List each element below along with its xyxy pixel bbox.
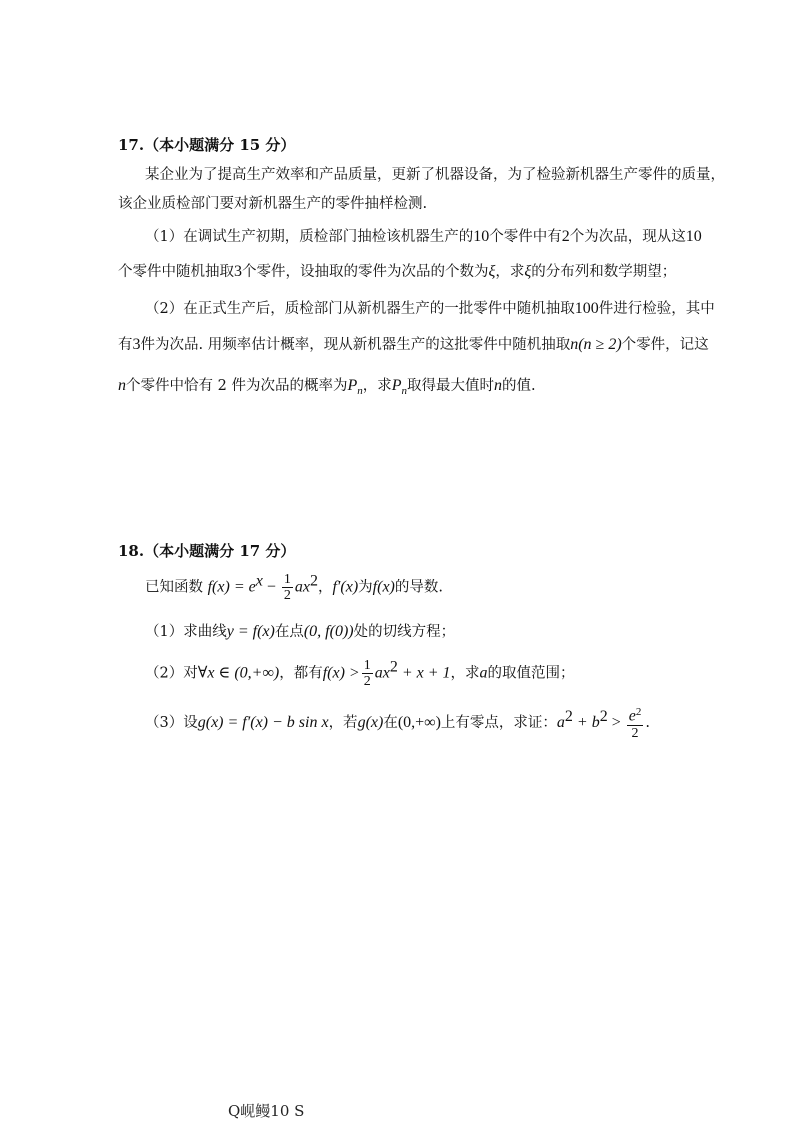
sup: x <box>255 572 263 590</box>
num: 1 <box>363 658 371 673</box>
q18-part1 <box>145 620 455 641</box>
number: 10 <box>685 228 702 245</box>
p: P <box>391 377 402 394</box>
text: 个零件中恰有 2 件为次品的概率为 <box>126 378 348 394</box>
xi-symbol: ξ <box>488 263 496 280</box>
text: （3）设 <box>145 714 198 731</box>
text: 个零件中随机抽取 <box>118 264 234 280</box>
sub: n <box>357 385 363 398</box>
math: g(x) = f′(x) − b sin x <box>197 713 329 731</box>
den: 2 <box>631 725 639 741</box>
text: 件进行检验，其中 <box>598 301 715 317</box>
q18-title: 18.（本小题满分 17 分） <box>118 542 296 560</box>
text: ，求 <box>495 264 525 280</box>
number: 2 <box>561 228 570 245</box>
q18-intro <box>145 572 443 603</box>
page-footer: Q岘鳗10 S <box>228 1102 305 1120</box>
fraction-half <box>282 572 293 603</box>
math: + x + 1 <box>397 664 451 682</box>
math: g(x) <box>357 713 384 731</box>
text: 在点 <box>274 624 304 640</box>
text: 个零件中有 <box>489 229 562 245</box>
fraction-e2-over-2 <box>627 705 644 741</box>
den: 2 <box>363 674 371 689</box>
text: 件为次品. 用频率估计概率，现从新机器生产的这批零件中随机抽取 <box>140 337 571 353</box>
text: 个为次品，现从这 <box>569 229 686 245</box>
number: 10 <box>473 228 490 245</box>
text: 在 <box>383 714 398 731</box>
math: f(x) > <box>322 664 360 682</box>
math-n: n <box>494 377 503 394</box>
q17-intro-line2: 该企业质检部门要对新机器生产的零件抽样检测. <box>118 196 428 212</box>
math-n: n <box>118 377 126 394</box>
q17-part1-line1 <box>145 225 702 246</box>
text: （2）在正式生产后，质检部门从新机器生产的一批零件中随机抽取 <box>145 301 575 317</box>
number: 3 <box>234 263 242 280</box>
num: 1 <box>283 572 291 587</box>
math: f′(x) <box>332 578 359 596</box>
math: a <box>479 664 488 682</box>
math: ax <box>294 578 310 596</box>
text: ， <box>317 579 333 596</box>
math: + b <box>572 713 600 731</box>
math: ax <box>374 664 390 682</box>
text: 的导数. <box>394 579 443 596</box>
num <box>627 705 644 726</box>
p: P <box>347 377 358 394</box>
number: 3 <box>132 336 141 353</box>
math: > <box>607 713 625 731</box>
sup: 2 <box>635 706 642 718</box>
text: ，若 <box>328 714 358 731</box>
math-pn <box>347 377 363 398</box>
text: 上有零点，求证： <box>440 714 557 731</box>
q18-part2 <box>145 658 575 689</box>
math: (0, f(0)) <box>303 623 354 640</box>
math: f(x) = e <box>207 578 256 596</box>
sup: 2 <box>309 572 318 590</box>
text: 个零件，设抽取的零件为次品的个数为 <box>242 264 489 280</box>
q17-title: 17.（本小题满分 15 分） <box>118 136 296 154</box>
math: y = f(x) <box>226 623 275 640</box>
math-pn <box>391 377 408 398</box>
text: （2）对 <box>145 665 198 682</box>
text: 的值. <box>502 378 536 394</box>
math: f(x) <box>372 578 395 596</box>
text: 有 <box>118 337 133 353</box>
sub: n <box>401 385 408 398</box>
e: e <box>628 707 636 725</box>
text: 的分布列和数学期望； <box>531 264 677 280</box>
text: ，求 <box>362 378 392 394</box>
q17-part2-line1 <box>145 297 715 318</box>
math: a <box>556 713 565 731</box>
math: (0,+∞) <box>397 713 441 731</box>
q17-part2-line2 <box>118 333 709 354</box>
q18-part3 <box>145 705 650 741</box>
text: ，都有 <box>279 665 323 682</box>
math-n: n(n ≥ 2) <box>570 336 622 353</box>
text: 个零件，记这 <box>621 337 709 353</box>
fraction-half <box>362 658 373 689</box>
sup: 2 <box>389 658 398 676</box>
text: （1）在调试生产初期，质检部门抽检该机器生产的 <box>145 229 474 245</box>
text: （1）求曲线 <box>145 624 227 640</box>
text: 已知函数 <box>145 579 203 596</box>
sup: 2 <box>564 708 573 725</box>
text: ，求 <box>450 665 480 682</box>
math: ∀x ∈ (0,+∞) <box>197 664 280 682</box>
q17-part1-line2 <box>118 260 676 281</box>
text: 处的切线方程； <box>353 624 456 640</box>
math: − <box>262 578 280 596</box>
q17-part2-line3 <box>118 374 536 397</box>
text: . <box>645 714 650 731</box>
text: 的取值范围； <box>487 665 575 682</box>
text: 取得最大值时 <box>407 378 495 394</box>
xi-symbol: ξ <box>524 263 532 280</box>
number: 100 <box>574 300 599 317</box>
text: 为 <box>358 579 373 596</box>
den: 2 <box>283 588 291 603</box>
sup: 2 <box>599 708 608 725</box>
q17-intro-line1: 某企业为了提高生产效率和产品质量，更新了机器设备，为了检验新机器生产零件的质量， <box>145 167 725 183</box>
